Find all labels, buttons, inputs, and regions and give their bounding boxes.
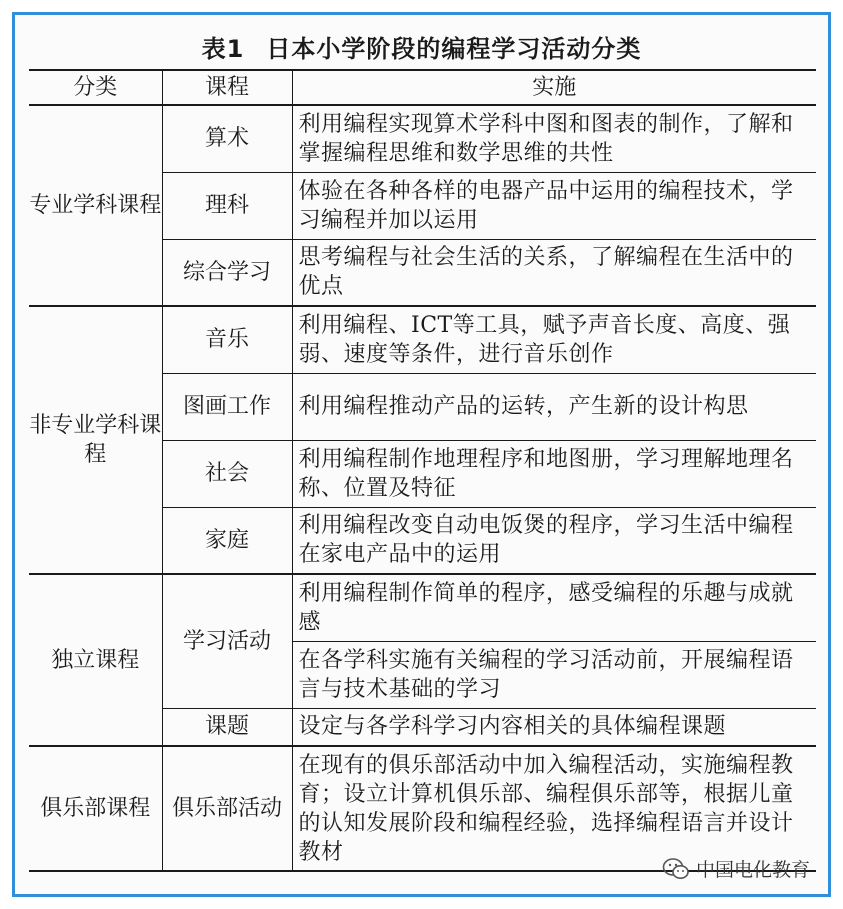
- table-title: [15, 29, 828, 64]
- header-course: 课程: [162, 70, 292, 105]
- course-cell: 音乐: [162, 306, 292, 373]
- course-cell: 社会: [162, 440, 292, 507]
- classification-table: [29, 69, 816, 872]
- course-cell: 学习活动: [162, 574, 292, 708]
- table-row: [29, 306, 816, 373]
- table-row: [29, 105, 816, 172]
- wechat-icon: [662, 857, 690, 881]
- category-cell: 独立课程: [29, 574, 162, 746]
- implementation-cell: 在现有的俱乐部活动中加入编程活动，实施编程教育；设立计算机俱乐部、编程俱乐部等，根据儿童的认知发展阶段和编程经验，选择编程语言并设计教材: [292, 746, 816, 871]
- implementation-cell: 利用编程制作地理程序和地图册，学习理解地理名称、位置及特征: [292, 440, 816, 507]
- implementation-cell: 利用编程、ICT等工具，赋予声音长度、高度、强弱、速度等条件，进行音乐创作: [292, 306, 816, 373]
- implementation-cell: 利用编程实现算术学科中图和图表的制作，了解和掌握编程思维和数学思维的共性: [292, 105, 816, 172]
- implementation-cell: 在各学科实施有关编程的学习活动前，开展编程语言与技术基础的学习: [292, 641, 816, 708]
- header-category: 分类: [29, 70, 162, 105]
- header-implementation: 实施: [292, 70, 816, 105]
- table-row: [29, 574, 816, 641]
- implementation-cell: 设定与各学科学习内容相关的具体编程课题: [292, 708, 816, 746]
- table-row: [29, 746, 816, 871]
- course-cell: 算术: [162, 105, 292, 172]
- course-cell: 家庭: [162, 507, 292, 574]
- course-cell: 理科: [162, 172, 292, 239]
- implementation-cell: 利用编程制作简单的程序，感受编程的乐趣与成就感: [292, 574, 816, 641]
- watermark-text: 中国电化教育: [695, 859, 810, 881]
- implementation-cell: 利用编程改变自动电饭煲的程序，学习生活中编程在家电产品中的运用: [292, 507, 816, 574]
- course-cell: 图画工作: [162, 373, 292, 440]
- course-cell: 俱乐部活动: [162, 746, 292, 871]
- table-frame: [12, 12, 831, 897]
- header-row: [29, 70, 816, 105]
- table-number: 表1: [201, 35, 245, 63]
- course-cell: 课题: [162, 708, 292, 746]
- category-cell: 非专业学科课程: [29, 306, 162, 574]
- implementation-cell: 利用编程推动产品的运转，产生新的设计构思: [292, 373, 816, 440]
- table-title-text: 日本小学阶段的编程学习活动分类: [266, 35, 642, 63]
- course-cell: 综合学习: [162, 239, 292, 306]
- implementation-cell: 体验在各种各样的电器产品中运用的编程技术，学习编程并加以运用: [292, 172, 816, 239]
- category-cell: 俱乐部课程: [29, 746, 162, 871]
- category-cell: 专业学科课程: [29, 105, 162, 306]
- watermark: [662, 855, 810, 882]
- implementation-cell: 思考编程与社会生活的关系，了解编程在生活中的优点: [292, 239, 816, 306]
